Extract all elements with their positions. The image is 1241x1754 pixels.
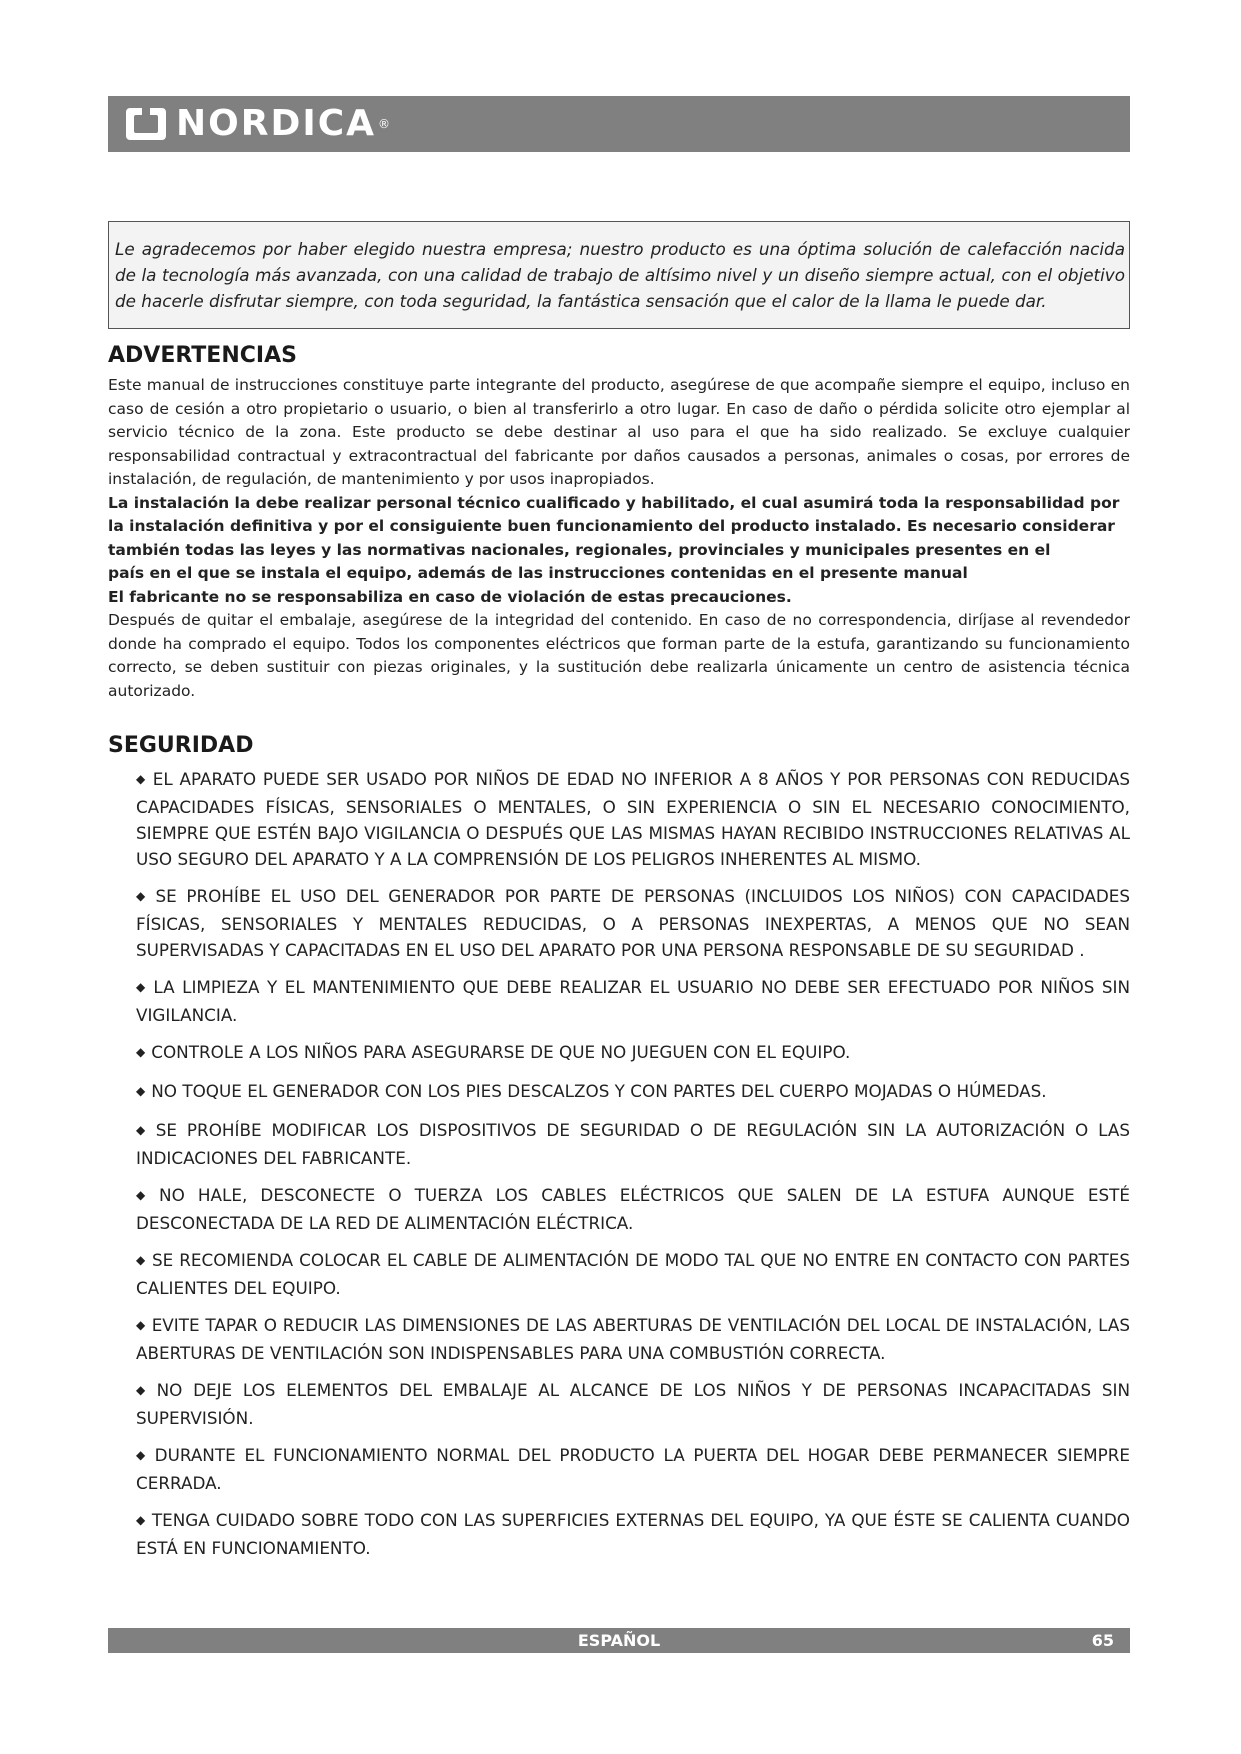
bullet-diamond-icon: ◆: [136, 1045, 146, 1059]
bullet-diamond-icon: ◆: [136, 1513, 146, 1527]
bullet-diamond-icon: ◆: [136, 889, 150, 903]
list-item: ◆ SE PROHÍBE EL USO DEL GENERADOR POR PARTE DE PERSONAS (INCLUIDOS LOS NIÑOS) CON CAPACIDADES FÍSICAS, SENSORIALES Y MENTALES REDUCIDAS, O A PERSONAS INEXPERTAS, A MENOS QUE NO SEAN SUPERVISADAS Y CAPACITADAS EN EL USO DEL APARATO POR UNA PERSONA RESPONSABLE DE SU SEGURIDAD .: [136, 886, 1131, 960]
bullet-diamond-icon: ◆: [136, 1318, 146, 1332]
footer-bar: [108, 1628, 1130, 1653]
registered-mark: ®: [378, 117, 391, 131]
bullet-diamond-icon: ◆: [136, 1188, 154, 1202]
brand-name: NORDICA: [176, 103, 377, 144]
header-bar: [108, 96, 1130, 152]
advertencias-bold-line: El fabricante no se responsabiliza en caso de violación de estas precauciones.: [108, 587, 792, 606]
bullet-diamond-icon: ◆: [136, 1123, 150, 1137]
bullet-diamond-icon: ◆: [136, 772, 147, 786]
seguridad-heading: SEGURIDAD: [108, 733, 254, 758]
list-item: ◆ LA LIMPIEZA Y EL MANTENIMIENTO QUE DEBE REALIZAR EL USUARIO NO DEBE SER EFECTUADO POR NIÑOS SIN VIGILANCIA.: [136, 977, 1130, 1025]
logo-mark-icon: [124, 106, 168, 142]
bullet-diamond-icon: ◆: [136, 1383, 151, 1397]
list-item: ◆ EL APARATO PUEDE SER USADO POR NIÑOS DE EDAD NO INFERIOR A 8 AÑOS Y POR PERSONAS CON REDUCIDAS CAPACIDADES FÍSICAS, SENSORIALES O MENTALES, O SIN EXPERIENCIA O SIN EL NECESARIO CONOCIMIENTO, SIEMPRE QUE ESTÉN BAJO VIGILANCIA O DESPUÉS QUE LAS MISMAS HAYAN RECIBIDO INSTRUCCIONES RELATIVAS AL USO SEGURO DEL APARATO Y A LA COMPRENSIÓN DE LOS PELIGROS INHERENTES AL MISMO.: [136, 769, 1130, 869]
advertencias-paragraph-1: Este manual de instrucciones constituye parte integrante del producto, asegúrese de que acompañe siempre el equipo, incluso en caso de cesión a otro propietario o usuario, o bien al transferirlo a otro lugar. En caso de daño o pérdida solicite otro ejemplar al servicio técnico de la zona. Este producto se debe destinar al uso para el que ha sido realizado. Se excluye cualquier responsabilidad contractual y extracontractual del fabricante por daños causados a personas, animales o cosas, por errores de instalación, de regulación, de mantenimiento y por usos inapropiados.: [108, 376, 1130, 488]
bullet-diamond-icon: ◆: [136, 1084, 146, 1098]
advertencias-bold-line: también todas las leyes y las normativas nacionales, regionales, provinciales y municipales presentes en el: [108, 540, 1051, 559]
list-item: ◆ TENGA CUIDADO SOBRE TODO CON LAS SUPERFICIES EXTERNAS DEL EQUIPO, YA QUE ÉSTE SE CALIENTA CUANDO ESTÁ EN FUNCIONAMIENTO.: [136, 1510, 1130, 1558]
list-item: ◆ DURANTE EL FUNCIONAMIENTO NORMAL DEL PRODUCTO LA PUERTA DEL HOGAR DEBE PERMANECER SIEMPRE CERRADA.: [136, 1445, 1131, 1493]
list-item: ◆ SE PROHÍBE MODIFICAR LOS DISPOSITIVOS DE SEGURIDAD O DE REGULACIÓN SIN LA AUTORIZACIÓN O LAS INDICACIONES DEL FABRICANTE.: [136, 1120, 1131, 1168]
brand-logo: [124, 104, 390, 144]
advertencias-bold-line: país en el que se instala el equipo, además de las instrucciones contenidas en el presente manual: [108, 564, 968, 582]
list-item: ◆ CONTROLE A LOS NIÑOS PARA ASEGURARSE DE QUE NO JUEGUEN CON EL EQUIPO.: [136, 1042, 851, 1062]
advertencias-body: [108, 374, 1130, 703]
bullet-diamond-icon: ◆: [136, 1253, 146, 1267]
list-item: ◆ EVITE TAPAR O REDUCIR LAS DIMENSIONES DE LAS ABERTURAS DE VENTILACIÓN DEL LOCAL DE INSTALACIÓN, LAS ABERTURAS DE VENTILACIÓN SON INDISPENSABLES PARA UNA COMBUSTIÓN CORRECTA.: [136, 1315, 1130, 1363]
list-item: ◆ NO DEJE LOS ELEMENTOS DEL EMBALAJE AL ALCANCE DE LOS NIÑOS Y DE PERSONAS INCAPACITADAS SIN SUPERVISIÓN.: [136, 1380, 1131, 1428]
list-item: ◆ NO TOQUE EL GENERADOR CON LOS PIES DESCALZOS Y CON PARTES DEL CUERPO MOJADAS O HÚMEDAS.: [136, 1081, 1047, 1101]
intro-box: [108, 221, 1130, 329]
intro-text: Le agradecemos por haber elegido nuestra empresa; nuestro producto es una óptima solución de calefacción nacida de la tecnología más avanzada, con una calidad de trabajo de altísimo nivel y un diseño siempre actual, con el objetivo de hacerle disfrutar siempre, con toda seguridad, la fantástica sensación que el calor de la llama le puede dar.: [115, 239, 1125, 311]
list-item: ◆ SE RECOMIENDA COLOCAR EL CABLE DE ALIMENTACIÓN DE MODO TAL QUE NO ENTRE EN CONTACTO CON PARTES CALIENTES DEL EQUIPO.: [136, 1250, 1130, 1298]
bullet-diamond-icon: ◆: [136, 1448, 149, 1462]
footer-language: ESPAÑOL: [577, 1631, 661, 1650]
advertencias-paragraph-2: Después de quitar el embalaje, asegúrese de la integridad del contenido. En caso de no correspondencia, diríjase al revendedor donde ha comprado el equipo. Todos los componentes eléctricos que forman parte de la estufa, garantizando su funcionamiento correcto, se deben sustituir con piezas originales, y la sustitución debe realizarla únicamente un centro de asistencia técnica autorizado.: [108, 611, 1130, 700]
seguridad-list: [136, 766, 1130, 1572]
list-item: ◆ NO HALE, DESCONECTE O TUERZA LOS CABLES ELÉCTRICOS QUE SALEN DE LA ESTUFA AUNQUE ESTÉ DESCONECTADA DE LA RED DE ALIMENTACIÓN ELÉCTRICA.: [136, 1185, 1130, 1233]
advertencias-bold-line: la instalación definitiva y por el consiguiente buen funcionamiento del producto instalado. Es necesario considerar: [108, 517, 1115, 535]
bullet-diamond-icon: ◆: [136, 980, 148, 994]
advertencias-heading: ADVERTENCIAS: [108, 343, 297, 368]
advertencias-bold-line: La instalación la debe realizar personal técnico cualificado y habilitado, el cual asumirá toda la responsabilidad por: [108, 493, 1120, 512]
page-number: 65: [1091, 1631, 1114, 1650]
